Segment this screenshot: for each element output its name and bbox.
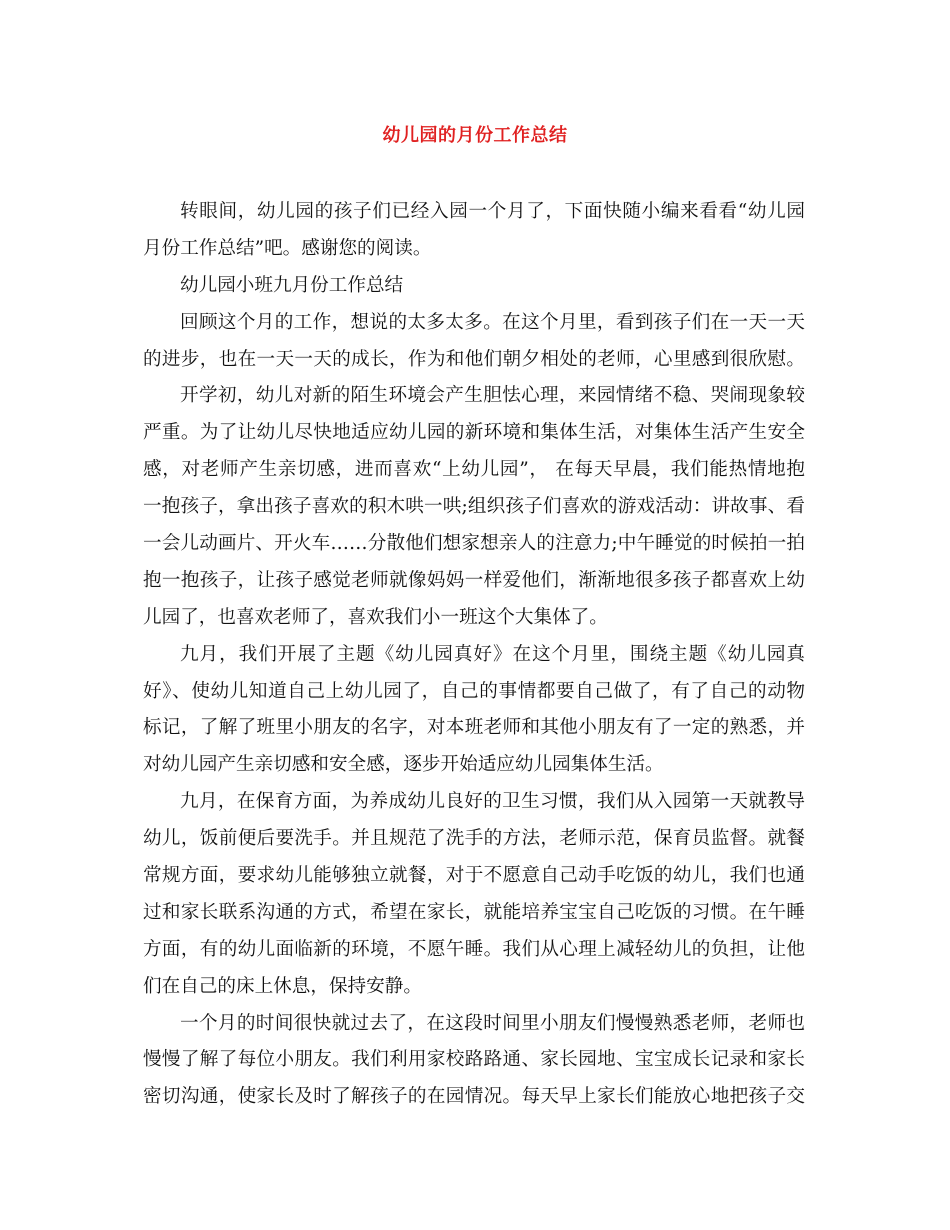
paragraph-line: 方面，有的幼儿面临新的环境，不愿午睡。我们从心理上减轻幼儿的负担，让他 xyxy=(143,938,805,960)
paragraph-line: 好》、使幼儿知道自己上幼儿园了，自己的事情都要自己做了，有了自己的动物 xyxy=(143,680,805,702)
paragraph-line: 密切沟通，使家长及时了解孩子的在园情况。每天早上家长们能放心地把孩子交 xyxy=(143,1086,805,1108)
paragraph-line: 常规方面，要求幼儿能够独立就餐，对于不愿意自己动手吃饭的幼儿，我们也通 xyxy=(143,865,805,887)
paragraph-line: 一会儿动画片、开火车……分散他们想家想亲人的注意力;中午睡觉的时候拍一拍 xyxy=(143,533,805,555)
paragraph-line: 们在自己的床上休息，保持安静。 xyxy=(143,975,422,997)
paragraph-line: 一个月的时间很快就过去了，在这段时间里小朋友们慢慢熟悉老师，老师也 xyxy=(180,1012,805,1034)
paragraph-line: 一抱孩子，拿出孩子喜欢的积木哄一哄;组织孩子们喜欢的游戏活动：讲故事、看 xyxy=(143,496,805,518)
paragraph-line: 月份工作总结”吧。感谢您的阅读。 xyxy=(143,237,432,259)
document-title: 幼儿园的月份工作总结 xyxy=(382,125,568,146)
paragraph-line: 严重。为了让幼儿尽快地适应幼儿园的新环境和集体生活，对集体生活产生安全 xyxy=(143,422,805,444)
paragraph-line: 标记，了解了班里小朋友的名字，对本班老师和其他小朋友有了一定的熟悉，并 xyxy=(143,717,805,739)
paragraph-line: 九月，在保育方面，为养成幼儿良好的卫生习惯，我们从入园第一天就教导 xyxy=(180,791,805,813)
section-heading: 幼儿园小班九月份工作总结 xyxy=(180,274,404,296)
paragraph-line: 过和家长联系沟通的方式，希望在家长，就能培养宝宝自己吃饭的习惯。在午睡 xyxy=(143,901,805,923)
paragraph-line: 对幼儿园产生亲切感和安全感，逐步开始适应幼儿园集体生活。 xyxy=(143,754,664,776)
paragraph-line: 开学初，幼儿对新的陌生环境会产生胆怯心理，来园情绪不稳、哭闹现象较 xyxy=(180,385,805,407)
paragraph-line: 抱一抱孩子，让孩子感觉老师就像妈妈一样爱他们，渐渐地很多孩子都喜欢上幼 xyxy=(143,569,805,591)
paragraph-line: 幼儿，饭前便后要洗手。并且规范了洗手的方法，老师示范，保育员监督。就餐 xyxy=(143,828,805,850)
paragraph-line: 慢慢了解了每位小朋友。我们利用家校路路通、家长园地、宝宝成长记录和家长 xyxy=(143,1049,805,1071)
document-body xyxy=(143,194,805,1116)
paragraph-line: 转眼间，幼儿园的孩子们已经入园一个月了，下面快随小编来看看“幼儿园 xyxy=(180,201,805,222)
paragraph-line: 儿园了，也喜欢老师了，喜欢我们小一班这个大集体了。 xyxy=(143,606,608,628)
paragraph-line: 感，对老师产生亲切感，进而喜欢“上幼儿园”， 在每天早晨，我们能热情地抱 xyxy=(143,459,805,481)
paragraph-line: 回顾这个月的工作，想说的太多太多。在这个月里，看到孩子们在一天一天 xyxy=(180,311,805,333)
paragraph-line: 九月，我们开展了主题《幼儿园真好》在这个月里，围绕主题《幼儿园真 xyxy=(180,643,805,665)
paragraph-line: 的进步，也在一天一天的成长，作为和他们朝夕相处的老师，心里感到很欣慰。 xyxy=(143,348,805,370)
